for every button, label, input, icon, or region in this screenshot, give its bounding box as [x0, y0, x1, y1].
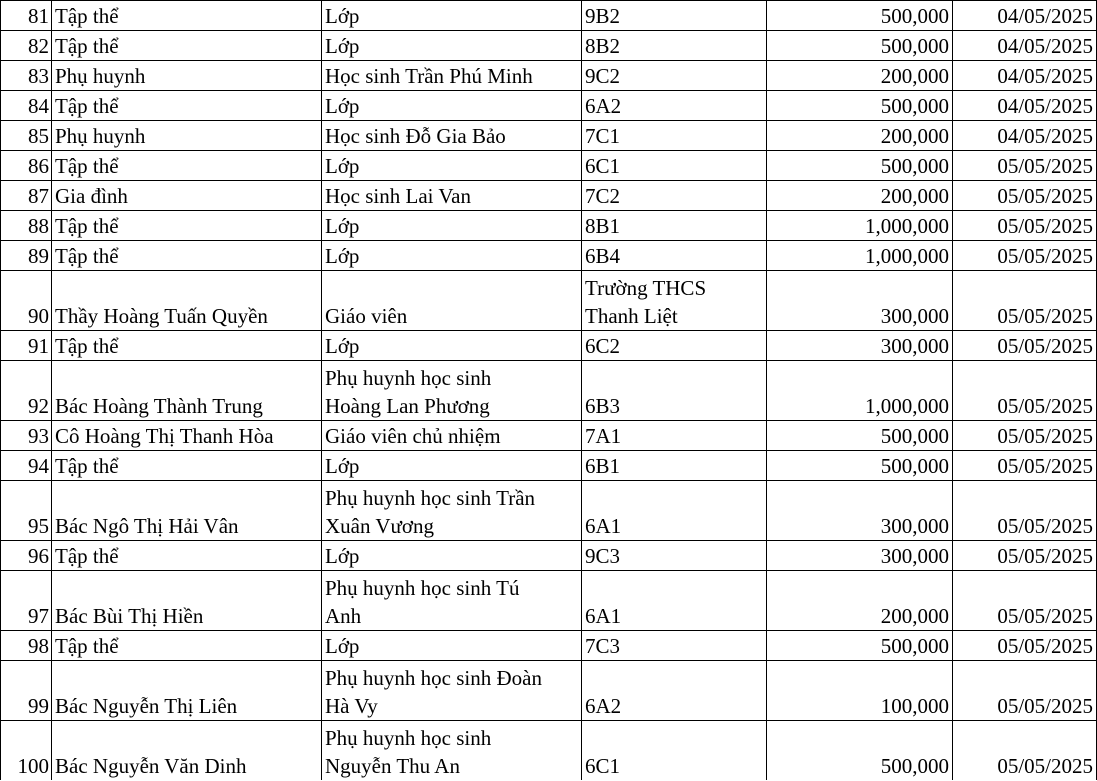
donor-unit-line: Thanh Liệt [585, 304, 678, 328]
donor-name: Phụ huynh [52, 121, 322, 151]
donor-unit [582, 31, 767, 61]
donation-date: 05/05/2025 [953, 241, 1097, 271]
donor-role-line: Học sinh Lai Van [325, 184, 472, 208]
donor-role-line: Nguyễn Thu An [325, 754, 460, 778]
donor-role-line: Học sinh Đỗ Gia Bảo [325, 124, 506, 148]
donor-name: Tập thể [52, 1, 322, 31]
table-row [1, 241, 1097, 271]
donor-name: Tập thể [52, 211, 322, 241]
donor-role [322, 31, 582, 61]
row-number: 93 [1, 421, 52, 451]
donor-role [322, 661, 582, 721]
donation-amount: 300,000 [767, 541, 953, 571]
donor-unit [582, 211, 767, 241]
row-number: 88 [1, 211, 52, 241]
donation-date: 05/05/2025 [953, 661, 1097, 721]
table-row [1, 421, 1097, 451]
table-row [1, 631, 1097, 661]
donor-role-line: Anh [325, 604, 362, 628]
donation-amount: 200,000 [767, 121, 953, 151]
donor-unit-line: 7C1 [585, 124, 621, 148]
row-number: 94 [1, 451, 52, 481]
donor-unit-line: Trường THCS [585, 276, 707, 300]
table-row [1, 31, 1097, 61]
donor-unit [582, 61, 767, 91]
row-number: 99 [1, 661, 52, 721]
donor-unit-line: 8B1 [585, 214, 621, 238]
donor-unit-line: 6A1 [585, 514, 622, 538]
donor-unit [582, 241, 767, 271]
table-row [1, 481, 1097, 541]
donor-role [322, 631, 582, 661]
donor-unit-line: 6A2 [585, 94, 622, 118]
donor-role-line: Học sinh Trần Phú Minh [325, 64, 533, 88]
donation-date: 04/05/2025 [953, 1, 1097, 31]
donation-amount: 500,000 [767, 1, 953, 31]
donor-role [322, 241, 582, 271]
table-row [1, 1, 1097, 31]
donor-unit [582, 661, 767, 721]
donor-unit [582, 331, 767, 361]
donation-date: 04/05/2025 [953, 91, 1097, 121]
table-row [1, 331, 1097, 361]
donation-amount: 500,000 [767, 631, 953, 661]
donor-unit-line: 6B3 [585, 394, 621, 418]
donor-role [322, 541, 582, 571]
donation-amount: 500,000 [767, 31, 953, 61]
donor-name: Cô Hoàng Thị Thanh Hòa [52, 421, 322, 451]
donation-amount: 200,000 [767, 181, 953, 211]
donor-name: Tập thể [52, 151, 322, 181]
donor-role-line: Phụ huynh học sinh Đoàn [325, 666, 542, 690]
donation-date: 04/05/2025 [953, 31, 1097, 61]
donor-role-line: Giáo viên chủ nhiệm [325, 424, 501, 448]
donor-role [322, 331, 582, 361]
donation-date: 05/05/2025 [953, 451, 1097, 481]
donor-name: Tập thể [52, 631, 322, 661]
table-row [1, 571, 1097, 631]
donor-role-line: Lớp [325, 94, 360, 118]
donor-unit [582, 631, 767, 661]
donor-unit [582, 571, 767, 631]
donor-unit-line: 6A1 [585, 604, 622, 628]
donor-role [322, 121, 582, 151]
donor-name: Bác Nguyễn Văn Dinh [52, 721, 322, 781]
donor-unit-line: 9B2 [585, 4, 621, 28]
donor-name: Bác Ngô Thị Hải Vân [52, 481, 322, 541]
donor-unit-line: 7A1 [585, 424, 622, 448]
donor-role-line: Lớp [325, 154, 360, 178]
row-number: 83 [1, 61, 52, 91]
donor-name: Tập thể [52, 241, 322, 271]
donor-unit-line: 7C2 [585, 184, 621, 208]
table-row [1, 661, 1097, 721]
donor-role-line: Lớp [325, 4, 360, 28]
donor-role [322, 91, 582, 121]
table-row [1, 451, 1097, 481]
donor-name: Gia đình [52, 181, 322, 211]
donor-unit [582, 181, 767, 211]
donor-role [322, 271, 582, 331]
donor-role-line: Lớp [325, 214, 360, 238]
donor-role [322, 721, 582, 781]
table-row [1, 151, 1097, 181]
donor-role [322, 61, 582, 91]
donation-date: 05/05/2025 [953, 181, 1097, 211]
donor-role-line: Hoàng Lan Phương [325, 394, 490, 418]
donor-unit [582, 121, 767, 151]
donation-amount: 500,000 [767, 721, 953, 781]
donor-role [322, 361, 582, 421]
donor-name: Tập thể [52, 91, 322, 121]
donor-unit-line: 9C3 [585, 544, 621, 568]
donor-role-line: Phụ huynh học sinh Tú [325, 576, 520, 600]
donation-amount: 1,000,000 [767, 241, 953, 271]
donor-role-line: Phụ huynh học sinh [325, 726, 492, 750]
donor-unit-line: 6B1 [585, 454, 621, 478]
donation-date: 05/05/2025 [953, 721, 1097, 781]
table-row [1, 271, 1097, 331]
table-body [1, 1, 1097, 781]
donation-amount: 300,000 [767, 481, 953, 541]
table-row [1, 541, 1097, 571]
donation-amount: 300,000 [767, 271, 953, 331]
donation-date: 05/05/2025 [953, 631, 1097, 661]
table-row [1, 61, 1097, 91]
table-row [1, 211, 1097, 241]
table-row [1, 121, 1097, 151]
donation-date: 05/05/2025 [953, 541, 1097, 571]
donation-amount: 100,000 [767, 661, 953, 721]
table-row [1, 361, 1097, 421]
donor-unit [582, 1, 767, 31]
donor-role-line: Lớp [325, 34, 360, 58]
donation-date: 05/05/2025 [953, 361, 1097, 421]
donor-unit-line: 8B2 [585, 34, 621, 58]
donation-amount: 200,000 [767, 61, 953, 91]
donation-date: 05/05/2025 [953, 421, 1097, 451]
donor-name: Thầy Hoàng Tuấn Quyền [52, 271, 322, 331]
donor-role-line: Lớp [325, 544, 360, 568]
donor-role [322, 151, 582, 181]
donation-amount: 1,000,000 [767, 361, 953, 421]
donation-amount: 500,000 [767, 421, 953, 451]
donation-date: 05/05/2025 [953, 571, 1097, 631]
donor-unit [582, 361, 767, 421]
donor-unit [582, 421, 767, 451]
donor-unit-line: 6C2 [585, 334, 621, 358]
donation-date: 04/05/2025 [953, 121, 1097, 151]
row-number: 85 [1, 121, 52, 151]
donor-role-line: Lớp [325, 244, 360, 268]
donation-date: 05/05/2025 [953, 271, 1097, 331]
donor-unit-line: 9C2 [585, 64, 621, 88]
donation-date: 05/05/2025 [953, 151, 1097, 181]
donation-amount: 500,000 [767, 151, 953, 181]
donation-date: 05/05/2025 [953, 481, 1097, 541]
donor-name: Tập thể [52, 31, 322, 61]
donor-role [322, 481, 582, 541]
donation-amount: 300,000 [767, 331, 953, 361]
row-number: 84 [1, 91, 52, 121]
row-number: 86 [1, 151, 52, 181]
donor-role-line: Lớp [325, 454, 360, 478]
row-number: 90 [1, 271, 52, 331]
donor-role-line: Hà Vy [325, 694, 378, 718]
donor-unit [582, 481, 767, 541]
donor-unit-line: 6A2 [585, 694, 622, 718]
donation-amount: 1,000,000 [767, 211, 953, 241]
donor-role [322, 571, 582, 631]
donor-role [322, 1, 582, 31]
table-row [1, 91, 1097, 121]
donor-role-line: Phụ huynh học sinh Trần [325, 486, 536, 510]
donor-role-line: Xuân Vương [325, 514, 435, 538]
row-number: 82 [1, 31, 52, 61]
donor-unit-line: 7C3 [585, 634, 621, 658]
row-number: 95 [1, 481, 52, 541]
donor-role-line: Lớp [325, 634, 360, 658]
donation-amount: 200,000 [767, 571, 953, 631]
donation-amount: 500,000 [767, 91, 953, 121]
donor-name: Bác Bùi Thị Hiền [52, 571, 322, 631]
donor-role-line: Phụ huynh học sinh [325, 366, 492, 390]
donor-name: Tập thể [52, 331, 322, 361]
donor-name: Tập thể [52, 541, 322, 571]
row-number: 98 [1, 631, 52, 661]
table-row [1, 721, 1097, 781]
donor-unit [582, 151, 767, 181]
row-number: 81 [1, 1, 52, 31]
row-number: 87 [1, 181, 52, 211]
table-row [1, 181, 1097, 211]
donor-name: Tập thể [52, 451, 322, 481]
donation-amount: 500,000 [767, 451, 953, 481]
donor-unit-line: 6B4 [585, 244, 621, 268]
donor-role [322, 211, 582, 241]
donor-unit [582, 721, 767, 781]
donation-date: 05/05/2025 [953, 211, 1097, 241]
donor-role [322, 451, 582, 481]
row-number: 100 [1, 721, 52, 781]
donation-date: 05/05/2025 [953, 331, 1097, 361]
donor-name: Bác Hoàng Thành Trung [52, 361, 322, 421]
row-number: 97 [1, 571, 52, 631]
row-number: 89 [1, 241, 52, 271]
row-number: 92 [1, 361, 52, 421]
donor-unit [582, 451, 767, 481]
donor-unit [582, 271, 767, 331]
donor-role [322, 421, 582, 451]
donor-unit [582, 91, 767, 121]
donation-date: 04/05/2025 [953, 61, 1097, 91]
donor-name: Bác Nguyễn Thị Liên [52, 661, 322, 721]
row-number: 96 [1, 541, 52, 571]
donor-name: Phụ huynh [52, 61, 322, 91]
row-number: 91 [1, 331, 52, 361]
donor-unit [582, 541, 767, 571]
donor-role [322, 181, 582, 211]
donor-unit-line: 6C1 [585, 154, 621, 178]
donor-role-line: Giáo viên [325, 304, 408, 328]
donor-role-line: Lớp [325, 334, 360, 358]
donor-unit-line: 6C1 [585, 754, 621, 778]
